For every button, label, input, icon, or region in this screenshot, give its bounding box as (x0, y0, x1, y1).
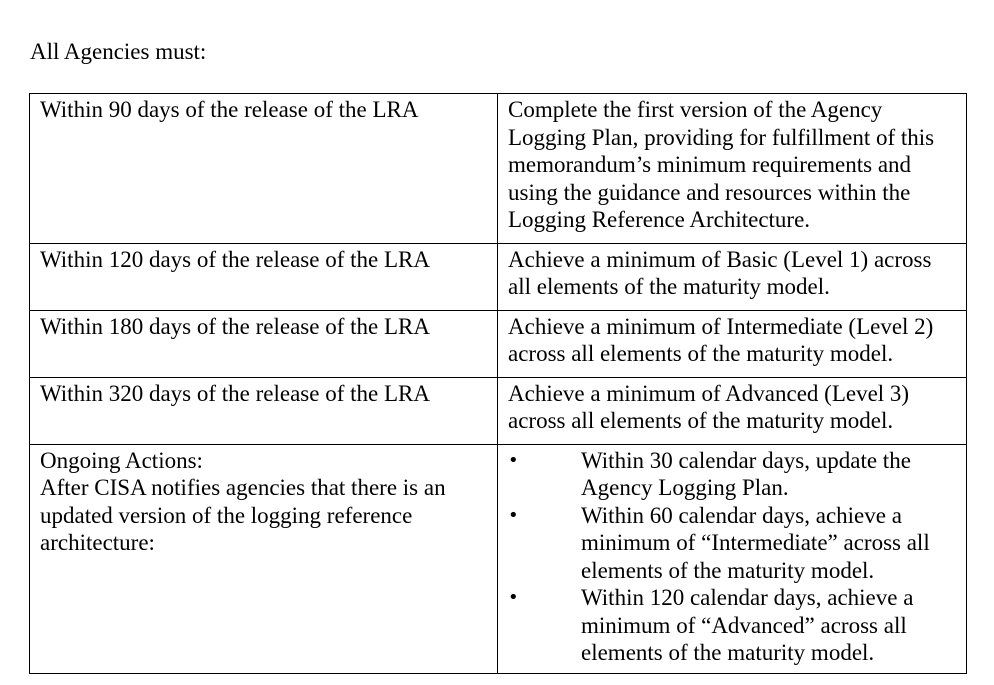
requirement-cell: Complete the first version of the Agency Logging Plan, providing for fulfillment of this memorandum’s minimum requirements and using the guidance and resources within the Logging Reference Architecture. (498, 94, 967, 244)
table-row (30, 377, 967, 444)
timeframe-cell: Within 180 days of the release of the LRA (30, 310, 498, 377)
list-item (508, 447, 958, 502)
bullet-icon: • (508, 504, 519, 526)
table-row (30, 310, 967, 377)
requirement-cell: Achieve a minimum of Basic (Level 1) across all elements of the maturity model. (498, 243, 967, 310)
table-row (30, 243, 967, 310)
list-item (508, 502, 958, 585)
ongoing-actions-list (508, 447, 958, 667)
ongoing-cell (30, 444, 498, 673)
table-row-ongoing (30, 444, 967, 673)
bullet-icon: • (508, 449, 519, 471)
action-text: Within 30 calendar days, update the Agency Logging Plan. (581, 447, 911, 500)
table-row (30, 94, 967, 244)
action-text: Within 60 calendar days, achieve a minimum of “Intermediate” across all elements of the maturity model. (581, 502, 930, 583)
ongoing-description: After CISA notifies agencies that there is an updated version of the logging reference architecture: (40, 475, 446, 555)
timeframe-cell: Within 90 days of the release of the LRA (30, 94, 498, 244)
ongoing-actions-cell (498, 444, 967, 673)
bullet-icon: • (508, 587, 519, 608)
ongoing-heading: Ongoing Actions: (40, 447, 203, 473)
timeframe-cell: Within 120 days of the release of the LRA (30, 243, 498, 310)
intro-text: All Agencies must: (30, 39, 207, 64)
action-text: Within 120 calendar days, achieve a minimum of “Advanced” across all elements of the maturity model. (581, 585, 914, 665)
timeframe-cell: Within 320 days of the release of the LRA (30, 377, 498, 444)
requirements-table (29, 93, 967, 674)
requirement-cell: Achieve a minimum of Advanced (Level 3) across all elements of the maturity model. (498, 377, 967, 444)
requirement-cell: Achieve a minimum of Intermediate (Level 2) across all elements of the maturity model. (498, 310, 967, 377)
list-item (508, 584, 958, 667)
